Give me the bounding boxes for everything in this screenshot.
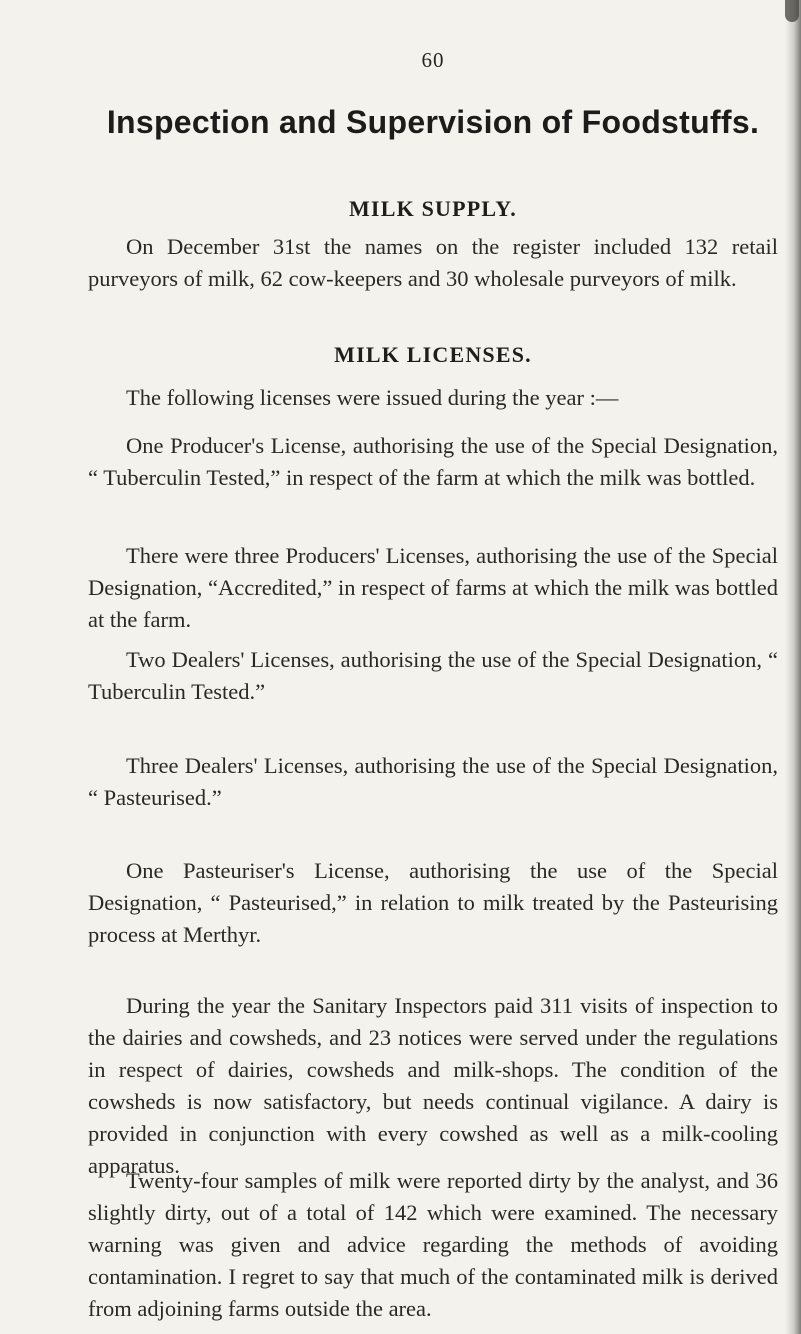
section-heading-milk-supply: MILK SUPPLY.: [348, 196, 518, 221]
section-heading-milk-licenses: MILK LICENSES.: [334, 342, 532, 367]
page-title: Inspection and Supervision of Foodstuffs.: [106, 104, 760, 140]
page-edge-mark: [785, 0, 799, 22]
paragraph-inspections: During the year the Sanitary Inspectors paid 311 visits of inspection to the dairies and cowsheds, and 23 notices were served under the regulations in respect of dairies, cowsheds and milk-shops. The condition of the cowsheds is now satisfactory, but needs continual vigilance. A dairy is provided in conjunction with every cowshed as well as a milk-cooling apparatus.: [88, 993, 778, 1178]
paragraph-pasteuriser-license: One Pasteuriser's License, authorising the use of the Special Designation, “ Pasteurised,” in relation to milk treated by the Pasteurising process at Merthyr.: [88, 858, 778, 947]
paragraph-samples: Twenty-four samples of milk were reported dirty by the analyst, and 36 slightly dirty, out of a total of 142 which were examined. The necessary warning was given and advice regarding the methods of avoiding contamination. I regret to say that much of the contaminated milk is derived from adjoining farms outside the area.: [88, 1168, 778, 1321]
paragraph-producers-licenses: There were three Producers' Licenses, authorising the use of the Special Designation, “Accredited,” in respect of farms at which the milk was bottled at the farm.: [88, 543, 778, 632]
paragraph-licenses-intro: The following licenses were issued during the year :—: [126, 385, 619, 410]
paragraph-dealers-licenses-tuberculin: Two Dealers' Licenses, authorising the use of the Special Designation, “ Tuberculin Tested.”: [88, 647, 778, 704]
page-number: 60: [421, 48, 445, 72]
paragraph-dealers-licenses-pasteurised: Three Dealers' Licenses, authorising the use of the Special Designation, “ Pasteurised.”: [88, 753, 778, 810]
paragraph-milk-supply: On December 31st the names on the register included 132 retail purveyors of milk, 62 cow-keepers and 30 wholesale purveyors of milk.: [88, 234, 778, 291]
page-edge-shadow: [785, 0, 801, 1334]
paragraph-producer-license: One Producer's License, authorising the use of the Special Designation, “ Tuberculin Tested,” in respect of the farm at which the milk was bottled.: [88, 433, 778, 490]
